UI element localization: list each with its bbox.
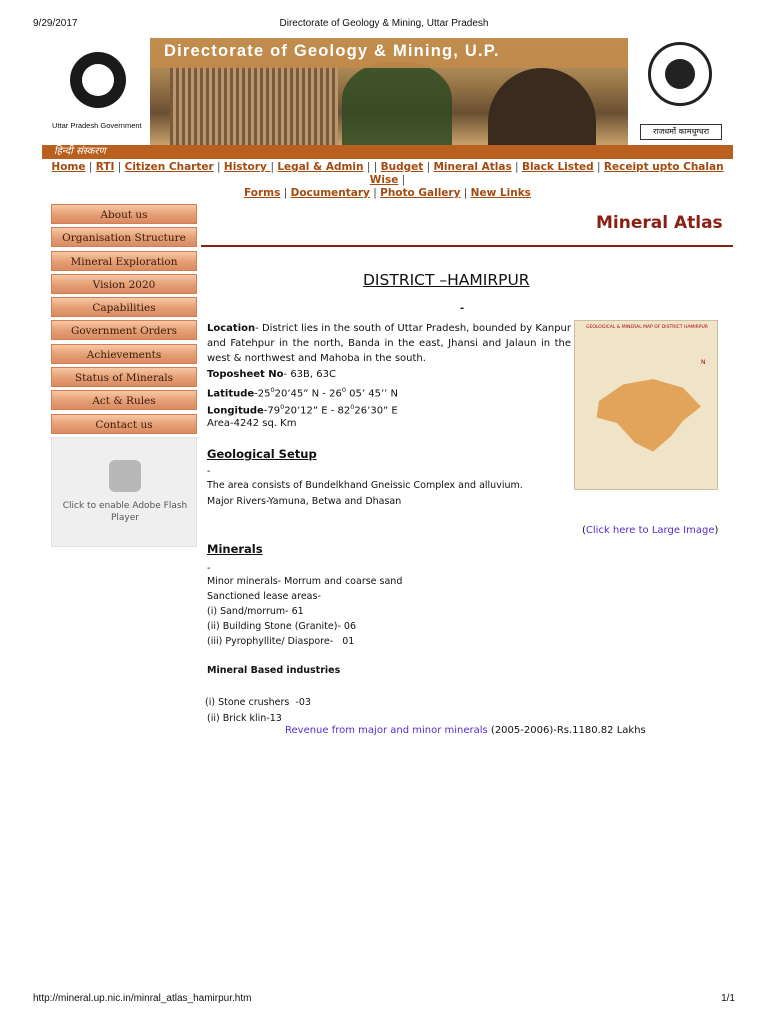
nav-citizen-charter[interactable]: Citizen Charter [124, 161, 214, 173]
nav-rti[interactable]: RTI [95, 161, 115, 173]
latitude-degree-2: 0 [341, 386, 346, 394]
map-caption [582, 525, 718, 536]
nav-black-listed[interactable]: Black Listed [521, 161, 594, 173]
geo-line-2: Major Rivers-Yamuna, Betwa and Dhasan [207, 496, 402, 507]
industries-line-1: (i) Stone crushers -03 [205, 697, 311, 708]
toposheet-value: - 63B, 63C [283, 369, 336, 380]
district-map-image[interactable] [574, 320, 718, 490]
north-arrow-icon: N [701, 359, 706, 366]
nav-new-links[interactable]: New Links [470, 187, 531, 199]
geo-dash: - [207, 466, 211, 477]
section-title: Mineral Atlas [596, 213, 723, 233]
caption-open: ( [582, 525, 586, 536]
revenue-link[interactable]: Revenue from major and minor minerals [285, 725, 488, 736]
sidebar-item-organisation-structure[interactable]: Organisation Structure [51, 227, 197, 247]
minerals-line-5: (iii) Pyrophyllite/ Diaspore- 01 [207, 636, 355, 647]
revenue-text: (2005-2006)-Rs.1180.82 Lakhs [487, 725, 646, 736]
banner-right-panel [628, 38, 733, 145]
location-label: Location [207, 323, 256, 334]
minerals-heading: Minerals [207, 542, 263, 556]
revenue-line [285, 725, 646, 736]
minerals-line-2: Sanctioned lease areas- [207, 591, 321, 602]
nav-budget[interactable]: Budget [380, 161, 424, 173]
district-title: DISTRICT –HAMIRPUR [363, 271, 530, 289]
nav-forms[interactable]: Forms [244, 187, 281, 199]
banner-tree-image [342, 62, 452, 145]
latitude-degree-1: 0 [270, 386, 275, 394]
latitude-part-3: 05’ 45’’ N [345, 388, 398, 400]
up-govt-emblem-icon [70, 52, 126, 108]
map-title: GEOLOGICAL & MINERAL MAP OF DISTRICT HAMIRPUR [586, 325, 708, 330]
latitude-part-1: -25 [254, 388, 271, 400]
toposheet-label: Toposheet No [207, 369, 284, 380]
site-banner [42, 38, 733, 145]
sidebar-item-capabilities[interactable]: Capabilities [51, 297, 197, 317]
sidebar-menu [51, 204, 197, 437]
longitude-degree-2: 0 [350, 403, 355, 411]
longitude-part-3: 26’30” E [354, 405, 398, 417]
flash-placeholder[interactable] [51, 437, 197, 547]
minerals-dash: - [207, 563, 211, 574]
state-seal-icon [648, 42, 712, 106]
flash-enable-text: Click to enable Adobe Flash Player [62, 501, 188, 523]
longitude-degree-1: 0 [280, 403, 285, 411]
sidebar-item-contact-us[interactable]: Contact us [51, 414, 197, 434]
district-marker: - [460, 303, 465, 314]
longitude-part-2: 20’12” E - 82 [284, 405, 351, 417]
latitude-label: Latitude [207, 388, 255, 400]
site-title: Directorate of Geology & Mining, U.P. [164, 42, 500, 60]
area-line: Area-4242 sq. Km [207, 418, 297, 429]
nav-history[interactable]: History [223, 161, 271, 173]
caption-close: ) [714, 525, 719, 536]
sidebar-item-about-us[interactable]: About us [51, 204, 197, 224]
print-date: 9/29/2017 [33, 18, 78, 29]
print-page-title: Directorate of Geology & Mining, Uttar Pradesh [279, 18, 489, 29]
industries-heading: Mineral Based industries [207, 665, 341, 676]
longitude-part-1: -79 [263, 405, 281, 417]
nav-legal-admin[interactable]: Legal & Admin [277, 161, 364, 173]
hindi-version-link[interactable]: हिन्दी संस्करण [54, 146, 106, 157]
large-image-link[interactable]: Click here to Large Image [585, 525, 715, 536]
nav-documentary[interactable]: Documentary [290, 187, 370, 199]
map-district-shape [587, 357, 707, 467]
nav-receipt-chalan[interactable]: Receipt upto Chalan Wise [369, 161, 724, 186]
hindi-version-bar [42, 145, 733, 159]
govt-label: Uttar Pradesh Government [52, 121, 142, 130]
minerals-line-3: (i) Sand/morrum- 61 [207, 606, 304, 617]
industries-line-2: (ii) Brick klin-13 [207, 713, 282, 724]
puzzle-plugin-icon [109, 460, 141, 492]
nav-mineral-atlas[interactable]: Mineral Atlas [433, 161, 512, 173]
sidebar-item-government-orders[interactable]: Government Orders [51, 320, 197, 340]
minerals-line-1: Minor minerals- Morrum and coarse sand [207, 576, 403, 587]
nav-line-2: Forms | Documentary | Photo Gallery | New Links [244, 187, 531, 199]
sidebar-item-achievements[interactable]: Achievements [51, 344, 197, 364]
latitude-line [207, 383, 398, 401]
latitude-part-2: 20’45” N - 26 [274, 388, 342, 400]
seal-motto: राजधर्मो कामधुग्धरा [640, 124, 722, 140]
minerals-line-4: (ii) Building Stone (Granite)- 06 [207, 621, 356, 632]
nav-home[interactable]: Home [51, 161, 86, 173]
location-text: - District lies in the south of Uttar Pradesh, bounded by Kanpur and Fatehpur in the north, Banda in the east, Jhansi and Jalaun in the west & northwest and Mahoba in the south. [207, 323, 571, 364]
longitude-label: Longitude [207, 405, 264, 417]
sidebar-item-mineral-exploration[interactable]: Mineral Exploration [51, 251, 197, 271]
print-page-number: 1/1 [721, 993, 735, 1004]
nav-photo-gallery[interactable]: Photo Gallery [380, 187, 461, 199]
geo-line-1: The area consists of Bundelkhand Gneissic Complex and alluvium. [207, 480, 523, 491]
banner-building-image [170, 66, 338, 145]
toposheet-line [207, 367, 336, 382]
geological-setup-heading: Geological Setup [207, 447, 317, 461]
banner-left-panel [42, 38, 150, 145]
sidebar-item-act-rules[interactable]: Act & Rules [51, 390, 197, 410]
top-navigation [42, 161, 733, 200]
nav-line-1: Home | RTI | Citizen Charter | History | Legal & Admin | | Budget | Mineral Atlas | Black Listed | Receipt upto Chalan Wise | [51, 161, 724, 186]
sidebar-item-vision-2020[interactable]: Vision 2020 [51, 274, 197, 294]
print-url: http://mineral.up.nic.in/minral_atlas_hamirpur.htm [33, 993, 252, 1004]
sidebar-item-status-of-minerals[interactable]: Status of Minerals [51, 367, 197, 387]
location-paragraph [207, 321, 571, 366]
section-divider [201, 245, 733, 247]
